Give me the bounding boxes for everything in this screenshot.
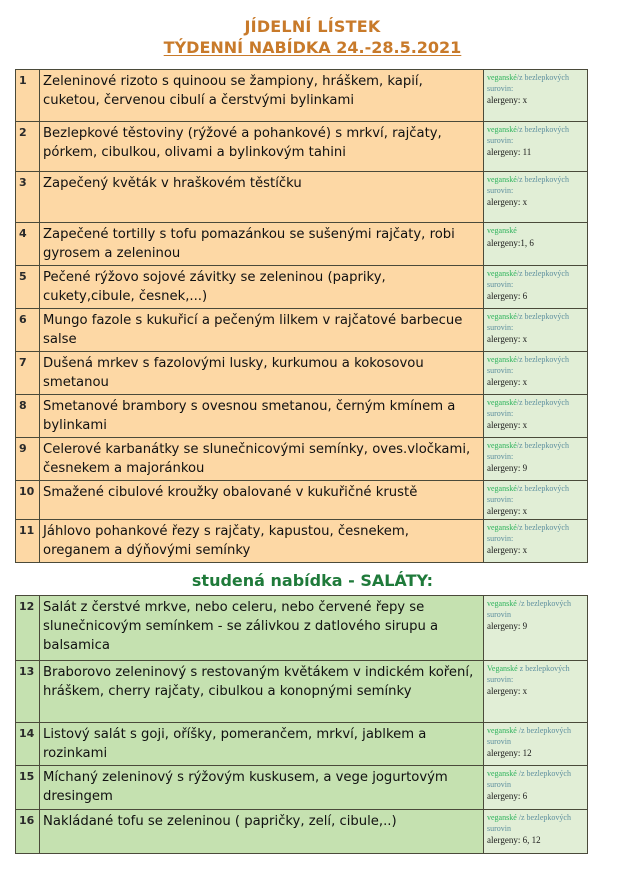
dietary-info bbox=[484, 723, 588, 766]
gluten-free-label: /z bezlepkových surovin: bbox=[487, 175, 569, 195]
dish-description: Braborovo zeleninový s restovaným květákem v indickém koření, hráškem, cherry rajčaty, cibulkou a konopnými semínky bbox=[40, 661, 484, 723]
gluten-free-label: /z bezlepkových surovin: bbox=[487, 355, 569, 375]
salad-section-title: studená nabídka - SALÁTY: bbox=[191, 571, 434, 590]
vegan-label: veganské bbox=[487, 441, 517, 450]
dietary-info bbox=[484, 520, 588, 563]
gluten-free-label: /z bezlepkových surovin: bbox=[487, 523, 569, 543]
item-number: 13 bbox=[16, 661, 40, 723]
warm-menu-table bbox=[15, 69, 588, 563]
gluten-free-label: /z bezlepkových surovin: bbox=[487, 312, 569, 332]
dish-description: Pečené rýžovo sojové závitky se zeleninou (papriky, cukety,cibule, česnek,...) bbox=[40, 266, 484, 309]
menu-item-row bbox=[16, 266, 588, 309]
dish-description: Jáhlovo pohankové řezy s rajčaty, kapustou, česnekem, oreganem a dýňovými semínky bbox=[40, 520, 484, 563]
menu-item-row bbox=[16, 766, 588, 810]
vegan-label: veganské bbox=[487, 523, 517, 532]
allergens-label: alergeny: 6, 12 bbox=[487, 835, 541, 845]
allergens-label: alergeny:1, 6 bbox=[487, 237, 534, 248]
item-number: 4 bbox=[16, 223, 40, 266]
item-number: 14 bbox=[16, 723, 40, 766]
dietary-info bbox=[484, 766, 588, 810]
menu-item-row bbox=[16, 661, 588, 723]
dietary-info bbox=[484, 122, 588, 172]
gluten-free-label: /z bezlepkových surovin: bbox=[487, 441, 569, 461]
menu-item-row bbox=[16, 438, 588, 481]
dish-description: Zapečené tortilly s tofu pomazánkou se sušenými rajčaty, robi gyrosem a zeleninou bbox=[40, 223, 484, 266]
dietary-info bbox=[484, 481, 588, 520]
vegan-label: veganské bbox=[487, 269, 517, 278]
allergens-label: alergeny: x bbox=[487, 334, 528, 344]
gluten-free-label: /z bezlepkových surovin: bbox=[487, 398, 569, 418]
vegan-label: veganské bbox=[487, 355, 517, 364]
dish-description: Mungo fazole s kukuřicí a pečeným lilkem v rajčatové barbecue salse bbox=[40, 309, 484, 352]
menu-item-row bbox=[16, 810, 588, 854]
vegan-label: veganské bbox=[487, 398, 517, 407]
allergens-label: alergeny: x bbox=[487, 377, 528, 387]
menu-item-row bbox=[16, 481, 588, 520]
item-number: 2 bbox=[16, 122, 40, 172]
allergens-label: alergeny: x bbox=[487, 686, 528, 696]
vegan-label: veganské bbox=[487, 312, 517, 321]
weekly-offer-title: TÝDENNÍ NABÍDKA 24.-28.5.2021 bbox=[163, 38, 462, 57]
dish-description: Míchaný zeleninový s rýžovým kuskusem, a vege jogurtovým dresingem bbox=[40, 766, 484, 810]
item-number: 1 bbox=[16, 70, 40, 122]
menu-item-row bbox=[16, 223, 588, 266]
menu-item-row bbox=[16, 352, 588, 395]
menu-item-row bbox=[16, 70, 588, 122]
item-number: 15 bbox=[16, 766, 40, 810]
menu-item-row bbox=[16, 520, 588, 563]
gluten-free-label: /z bezlepkových surovin bbox=[487, 599, 571, 619]
menu-item-row bbox=[16, 122, 588, 172]
dish-description: Celerové karbanátky se slunečnicovými semínky, oves.vločkami, česnekem a majoránkou bbox=[40, 438, 484, 481]
allergens-label: alergeny: 6 bbox=[487, 291, 528, 301]
vegan-label: veganské bbox=[487, 226, 517, 235]
vegan-label: veganské bbox=[487, 125, 517, 134]
dietary-info bbox=[484, 172, 588, 223]
item-number: 9 bbox=[16, 438, 40, 481]
vegan-label: veganské bbox=[487, 175, 517, 184]
dish-description: Bezlepkové těstoviny (rýžové a pohankové) s mrkví, rajčaty, pórkem, cibulkou, olivami a bylinkovým tahini bbox=[40, 122, 484, 172]
dietary-info bbox=[484, 438, 588, 481]
dietary-info bbox=[484, 596, 588, 661]
dietary-info bbox=[484, 810, 588, 854]
gluten-free-label: /z bezlepkových surovin: bbox=[487, 484, 569, 504]
gluten-free-label: /z bezlepkových surovin: bbox=[487, 269, 569, 289]
vegan-label: veganské bbox=[487, 769, 517, 778]
dietary-info bbox=[484, 309, 588, 352]
salad-menu-table bbox=[15, 595, 588, 854]
menu-item-row bbox=[16, 723, 588, 766]
dish-description: Zapečený květák v hraškovém těstíčku bbox=[40, 172, 484, 223]
allergens-label: alergeny: 12 bbox=[487, 748, 532, 758]
dish-description: Nakládané tofu se zeleninou ( papričky, zelí, cibule,..) bbox=[40, 810, 484, 854]
dietary-info bbox=[484, 395, 588, 438]
vegan-label: veganské bbox=[487, 484, 517, 493]
allergens-label: alergeny: x bbox=[487, 95, 528, 105]
menu-item-row bbox=[16, 309, 588, 352]
vegan-label: Veganské bbox=[487, 664, 518, 673]
item-number: 3 bbox=[16, 172, 40, 223]
item-number: 12 bbox=[16, 596, 40, 661]
gluten-free-label: /z bezlepkových surovin bbox=[487, 726, 571, 746]
gluten-free-label: /z bezlepkových surovin bbox=[487, 813, 571, 833]
dish-description: Smetanové brambory s ovesnou smetanou, černým kmínem a bylinkami bbox=[40, 395, 484, 438]
dish-description: Listový salát s goji, oříšky, pomerančem, mrkví, jablkem a rozinkami bbox=[40, 723, 484, 766]
menu-item-row bbox=[16, 395, 588, 438]
vegan-label: veganské bbox=[487, 599, 517, 608]
gluten-free-label: /z bezlepkových surovin: bbox=[487, 73, 569, 93]
allergens-label: alergeny: x bbox=[487, 545, 528, 555]
allergens-label: alergeny: x bbox=[487, 506, 528, 516]
gluten-free-label: z bezlepkových surovin: bbox=[487, 664, 570, 684]
allergens-label: alergeny: x bbox=[487, 420, 528, 430]
allergens-label: alergeny: 6 bbox=[487, 791, 528, 801]
dish-description: Zeleninové rizoto s quinoou se žampiony, hráškem, kapií, cuketou, červenou cibulí a čerstvými bylinkami bbox=[40, 70, 484, 122]
allergens-label: alergeny: 9 bbox=[487, 621, 528, 631]
menu-item-row bbox=[16, 172, 588, 223]
dish-description: Dušená mrkev s fazolovými lusky, kurkumou a kokosovou smetanou bbox=[40, 352, 484, 395]
item-number: 16 bbox=[16, 810, 40, 854]
item-number: 10 bbox=[16, 481, 40, 520]
dish-description: Smažené cibulové kroužky obalované v kukuřičné krustě bbox=[40, 481, 484, 520]
dish-description: Salát z čerstvé mrkve, nebo celeru, nebo červené řepy se slunečnicovým semínkem - se zálivkou z datlového sirupu a balsamica bbox=[40, 596, 484, 661]
dietary-info bbox=[484, 70, 588, 122]
item-number: 6 bbox=[16, 309, 40, 352]
vegan-label: veganské bbox=[487, 813, 517, 822]
item-number: 8 bbox=[16, 395, 40, 438]
menu-title: JÍDELNÍ LÍSTEK bbox=[244, 17, 381, 36]
dietary-info bbox=[484, 352, 588, 395]
vegan-label: veganské bbox=[487, 73, 517, 82]
dietary-info bbox=[484, 223, 588, 266]
item-number: 7 bbox=[16, 352, 40, 395]
item-number: 11 bbox=[16, 520, 40, 563]
gluten-free-label: /z bezlepkových surovin bbox=[487, 769, 571, 789]
allergens-label: alergeny: x bbox=[487, 197, 528, 207]
gluten-free-label: /z bezlepkových surovin: bbox=[487, 125, 569, 145]
dietary-info bbox=[484, 266, 588, 309]
dietary-info bbox=[484, 661, 588, 723]
allergens-label: alergeny: 9 bbox=[487, 463, 528, 473]
item-number: 5 bbox=[16, 266, 40, 309]
allergens-label: alergeny: 11 bbox=[487, 147, 532, 157]
vegan-label: veganské bbox=[487, 726, 517, 735]
menu-item-row bbox=[16, 596, 588, 661]
